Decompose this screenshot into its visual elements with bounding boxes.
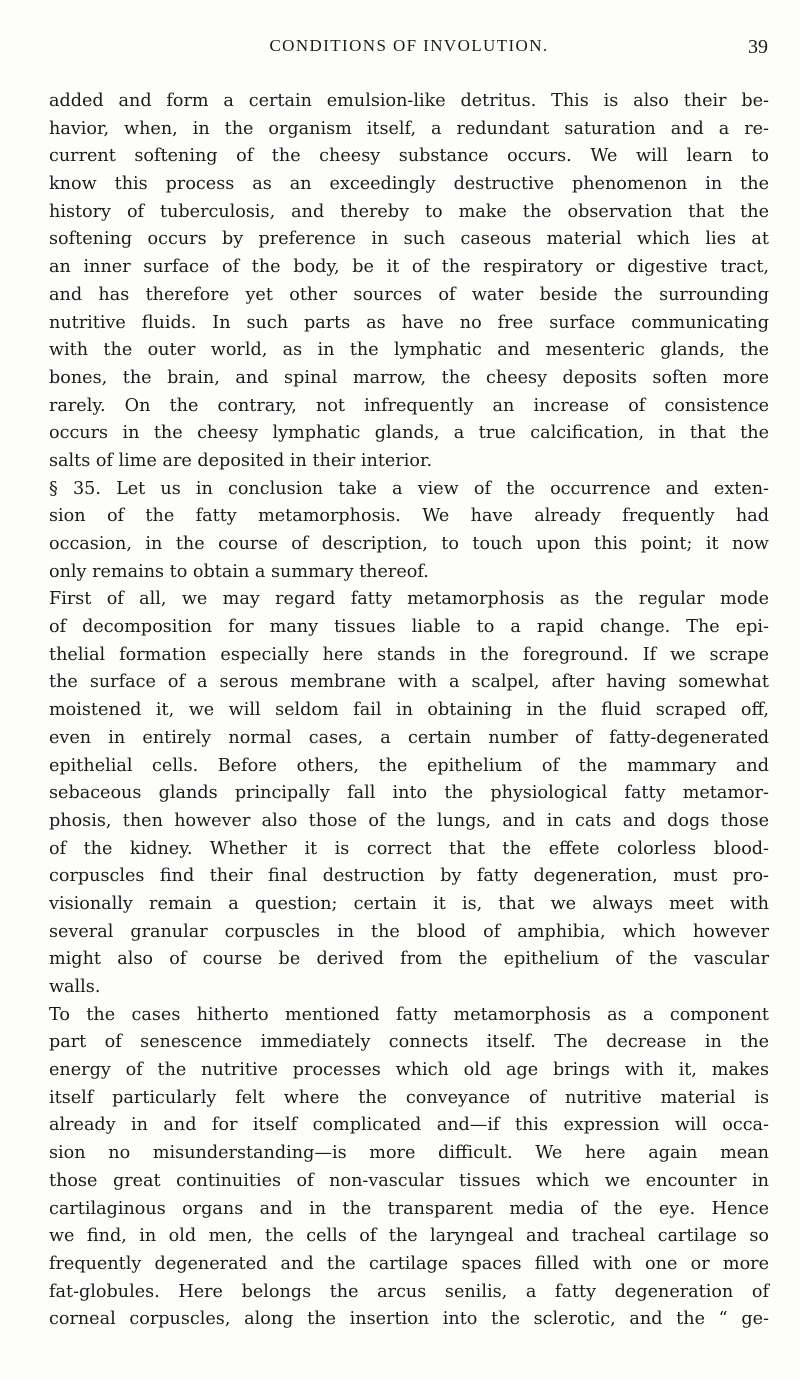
text-line: part of senescence immediately connects itself. The decrease in the <box>49 1032 769 1053</box>
text-line: we find, in old men, the cells of the laryngeal and tracheal cartilage so <box>49 1226 769 1247</box>
running-title: CONDITIONS OF INVOLUTION. <box>269 36 549 55</box>
text-line: corneal corpuscles, along the insertion into the sclerotic, and the “ ge- <box>49 1309 769 1330</box>
text-line: energy of the nutritive processes which old age brings with it, makes <box>49 1060 769 1081</box>
text-line: nutritive fluids. In such parts as have no free surface communicating <box>49 312 769 333</box>
text-line: those great continuities of non-vascular tissues which we encounter in <box>49 1170 769 1191</box>
section-heading-line: § 35. Let us in conclusion take a view of the occurrence and exten- <box>49 478 769 499</box>
page-number: 39 <box>748 36 768 58</box>
text-line: sebaceous glands principally fall into the physiological fatty metamor- <box>49 783 769 804</box>
text-line: occasion, in the course of description, to touch upon this point; it now <box>49 534 769 554</box>
text-line: added and form a certain emulsion-like detritus. This is also their be- <box>49 91 769 111</box>
text-line: fat-globules. Here belongs the arcus senilis, a fatty degeneration of <box>49 1281 769 1302</box>
text-line: current softening of the cheesy substance occurs. We will learn to <box>49 146 769 167</box>
text-line: softening occurs by preference in such caseous material which lies at <box>49 229 769 250</box>
text-line: corpuscles find their final destruction by fatty degeneration, must pro- <box>49 866 769 887</box>
text-line: and has therefore yet other sources of water beside the surrounding <box>49 284 769 305</box>
text-line: visionally remain a question; certain it is, that we always meet with <box>49 893 769 914</box>
text-line: know this process as an exceedingly destructive phenomenon in the <box>49 174 769 195</box>
text-line: with the outer world, as in the lymphatic and mesenteric glands, the <box>49 340 769 361</box>
paragraph-end-line: only remains to obtain a summary thereof. <box>49 561 429 582</box>
text-line: itself particularly felt where the conveyance of nutritive material is <box>49 1087 769 1108</box>
text-line: frequently degenerated and the cartilage spaces filled with one or more <box>49 1253 769 1274</box>
text-line: an inner surface of the body, be it of the respiratory or digestive tract, <box>49 257 769 278</box>
text-line: epithelial cells. Before others, the epithelium of the mammary and <box>49 755 769 776</box>
running-head <box>50 36 768 60</box>
text-line: of decomposition for many tissues liable to a rapid change. The epi- <box>49 617 769 638</box>
text-line: thelial formation especially here stands in the foreground. If we scrape <box>49 644 769 665</box>
text-line: might also of course be derived from the epithelium of the vascular <box>49 949 769 970</box>
text-line: even in entirely normal cases, a certain number of fatty-degenerated <box>49 727 769 748</box>
text-line: First of all, we may regard fatty metamorphosis as the regular mode <box>49 589 769 610</box>
text-line: history of tuberculosis, and thereby to make the observation that the <box>49 201 769 222</box>
text-line: phosis, then however also those of the lungs, and in cats and dogs those <box>49 810 769 831</box>
text-line: havior, when, in the organism itself, a redundant saturation and a re- <box>49 118 769 139</box>
text-line: the surface of a serous membrane with a scalpel, after having somewhat <box>49 672 769 693</box>
text-line: sion of the fatty metamorphosis. We have already frequently had <box>49 506 769 527</box>
text-line: cartilaginous organs and in the transparent media of the eye. Hence <box>49 1198 769 1219</box>
text-line: of the kidney. Whether it is correct that the effete colorless blood- <box>49 838 769 859</box>
text-line: rarely. On the contrary, not infrequently an increase of consistence <box>49 395 769 416</box>
body-text <box>49 88 769 1334</box>
text-line: sion no misunderstanding—is more difficult. We here again mean <box>49 1143 769 1164</box>
text-line: moistened it, we will seldom fail in obtaining in the fluid scraped off, <box>49 700 769 721</box>
text-line: To the cases hitherto mentioned fatty metamorphosis as a component <box>49 1004 769 1025</box>
text-line: occurs in the cheesy lymphatic glands, a true calcification, in that the <box>49 423 769 444</box>
text-line: bones, the brain, and spinal marrow, the cheesy deposits soften more <box>49 367 769 388</box>
text-line: already in and for itself complicated and—if this expression will occa- <box>49 1115 769 1136</box>
paragraph-end-line: walls. <box>49 977 101 997</box>
paragraph-end-line: salts of lime are deposited in their interior. <box>49 450 433 471</box>
text-line: several granular corpuscles in the blood of amphibia, which however <box>49 921 769 942</box>
